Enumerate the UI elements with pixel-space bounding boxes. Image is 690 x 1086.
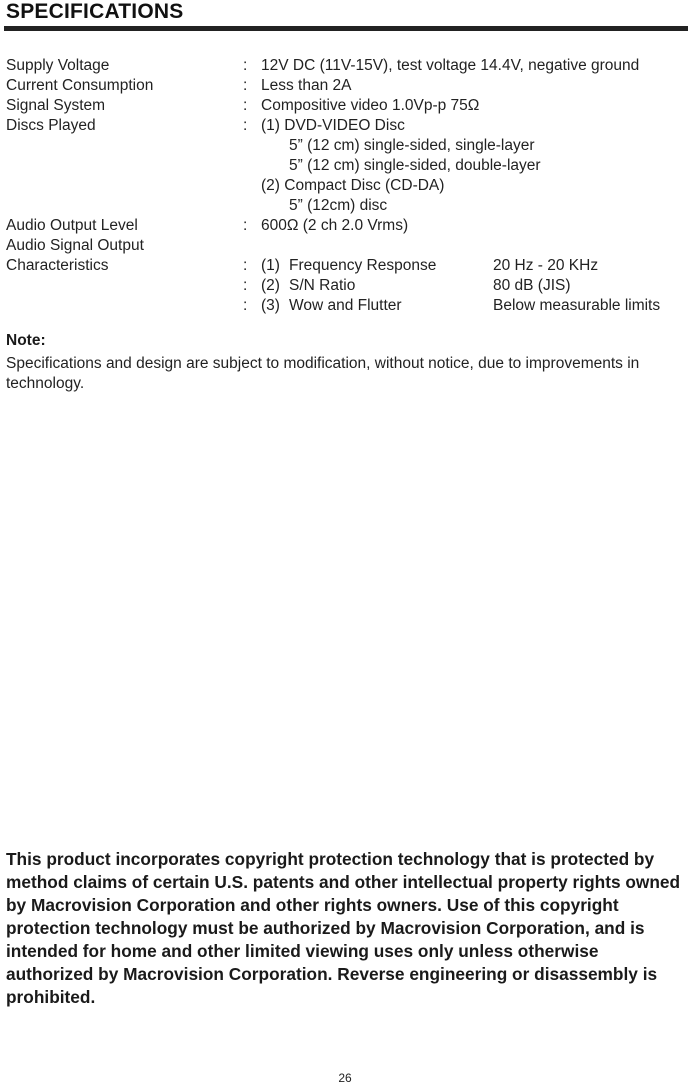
spec-label-sn-ratio: S/N Ratio [289,277,356,294]
spec-value-disc-cd: (2) Compact Disc (CD-DA) [261,177,445,194]
spec-colon: : [243,117,248,134]
spec-label-current-consumption: Current Consumption [6,77,154,94]
spec-colon: : [243,77,248,94]
spec-value-sn-ratio: 80 dB (JIS) [493,277,571,294]
spec-colon: : [243,277,248,294]
spec-colon: : [243,257,248,274]
spec-colon: : [243,217,248,234]
spec-value-signal-system: Compositive video 1.0Vp-p 75Ω [261,97,480,114]
spec-num-frequency: (1) [261,257,280,274]
page-title: SPECIFICATIONS [6,0,184,23]
spec-label-supply-voltage: Supply Voltage [6,57,110,74]
spec-label-audio-output-level: Audio Output Level [6,217,138,234]
spec-label-audio-signal-output: Audio Signal Output [6,237,144,254]
spec-value-disc-cd-size: 5” (12cm) disc [289,197,388,214]
page-number: 26 [338,1071,352,1085]
title-underline [4,26,688,31]
spec-label-signal-system: Signal System [6,97,106,114]
spec-num-wow: (3) [261,297,280,314]
spec-colon: : [243,297,248,314]
spec-label-characteristics: Characteristics [6,257,109,274]
note-text: Specifications and design are subject to modification, without notice, due to improvements in technology. [6,355,640,392]
spec-value-frequency-response: 20 Hz - 20 KHz [493,257,599,274]
spec-colon: : [243,57,248,74]
spec-value-disc-dvd: (1) DVD-VIDEO Disc [261,117,405,134]
spec-colon: : [243,97,248,114]
spec-value-disc-dvd-double: 5” (12 cm) single-sided, double-layer [289,157,541,174]
spec-num-sn: (2) [261,277,280,294]
note-heading: Note: [6,332,46,349]
spec-label-frequency-response: Frequency Response [289,257,437,274]
spec-value-disc-dvd-single: 5” (12 cm) single-sided, single-layer [289,137,535,154]
spec-value-current-consumption: Less than 2A [261,77,352,94]
spec-value-audio-output-level: 600Ω (2 ch 2.0 Vrms) [261,217,409,234]
spec-label-wow-flutter: Wow and Flutter [289,297,402,314]
spec-value-wow-flutter: Below measurable limits [493,297,661,314]
spec-value-supply-voltage: 12V DC (11V-15V), test voltage 14.4V, negative ground [261,57,640,74]
spec-label-discs-played: Discs Played [6,117,96,134]
copyright-notice: This product incorporates copyright protection technology that is protected by method claims of certain U.S. patents and other intellectual property rights owned by Macrovision Corporation and other rights owners. Use of this copyright protection technology must be authorized by Macrovision Corporation, and is intended for home and other limited viewing uses only unless otherwise authorized by Macrovision Corporation. Reverse engineering or disassembly is prohibited. [6,849,681,1007]
